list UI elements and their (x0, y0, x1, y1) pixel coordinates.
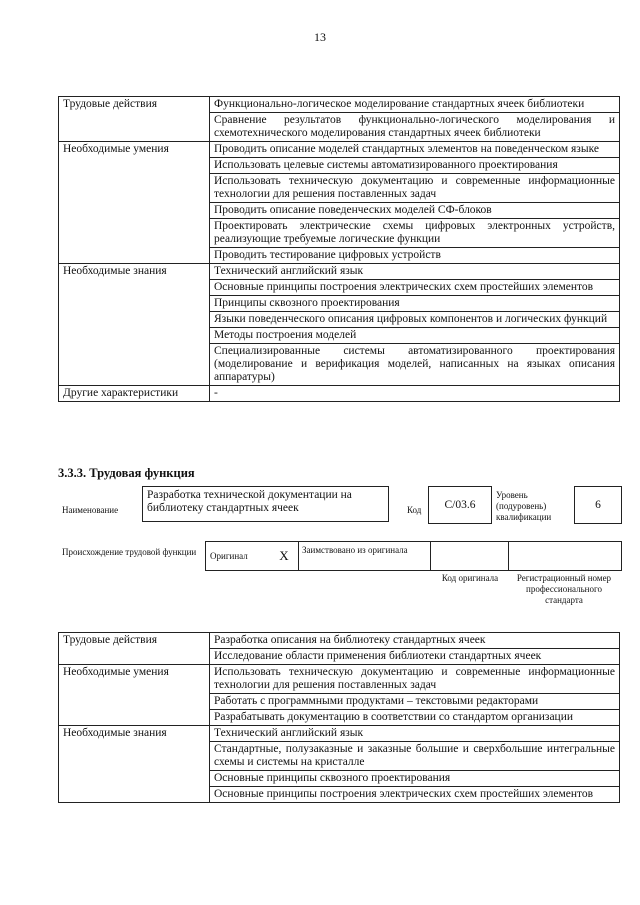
row-heading: Необходимые знания (59, 264, 210, 386)
code-value: C/03.6 (444, 498, 476, 511)
row-item: Проектировать электрические схемы цифровых электронных устройств, реализующие требуемые логические функции (210, 219, 620, 248)
row-item: Разрабатывать документацию в соответствии со стандартом организации (210, 710, 620, 726)
table-row (59, 665, 620, 694)
row-item: Проводить описание моделей стандартных элементов на поведенческом языке (210, 142, 620, 158)
name-label: Наименование (62, 505, 119, 515)
row-item: Работать с программными продуктами – текстовыми редакторами (210, 694, 620, 710)
code-original-label: Код оригинала (441, 573, 499, 583)
row-item: Исследование области применения библиотеки стандартных ячеек (210, 649, 620, 665)
origin-label: Происхождение трудовой функции (62, 547, 197, 557)
row-item: Специализированные системы автоматизированного проектирования (моделирование и верификация моделей, написанных на языках описания аппаратуры) (210, 344, 620, 386)
origin-row (205, 541, 622, 571)
row-item: Сравнение результатов функционально-логического моделирования и схемотехнического моделирования стандартных ячеек библиотеки (210, 113, 620, 142)
section-title: 3.3.3. Трудовая функция (58, 466, 195, 480)
level-value-box (574, 486, 622, 524)
row-item: Использовать техническую документацию и современные информационные технологии для решения поставленных задач (210, 665, 620, 694)
name-value-box (142, 486, 389, 522)
row-item: Методы построения моделей (210, 328, 620, 344)
page-number: 13 (314, 30, 326, 44)
row-item: Проводить тестирование цифровых устройств (210, 248, 620, 264)
row-heading: Трудовые действия (59, 97, 210, 142)
row-heading: Необходимые умения (59, 665, 210, 726)
row-item: Технический английский язык (210, 264, 620, 280)
row-item: Использовать целевые системы автоматизированного проектирования (210, 158, 620, 174)
code-label: Код (407, 505, 422, 515)
row-item: Основные принципы построения электрических схем простейших элементов (210, 787, 620, 803)
table-row (59, 386, 620, 402)
divider (430, 542, 431, 570)
row-heading: Трудовые действия (59, 633, 210, 665)
row-item: Основные принципы сквозного проектирования (210, 771, 620, 787)
table-row (59, 633, 620, 649)
level-label: Уровень (подуровень) квалификации (496, 490, 552, 522)
row-item: Принципы сквозного проектирования (210, 296, 620, 312)
table-row (59, 726, 620, 742)
original-label: Оригинал (210, 551, 248, 561)
requirements-table-1 (58, 96, 620, 402)
row-item: Разработка описания на библиотеку стандартных ячеек (210, 633, 620, 649)
row-item: Проводить описание поведенческих моделей СФ-блоков (210, 203, 620, 219)
row-item: Стандартные, полузаказные и заказные большие и сверхбольшие интегральные схемы и системы на кристалле (210, 742, 620, 771)
row-heading: Необходимые знания (59, 726, 210, 803)
original-mark: X (279, 548, 289, 563)
table-row (59, 264, 620, 280)
code-value-box (428, 486, 492, 524)
row-item: Использовать техническую документацию и современные информационные технологии для решения поставленных задач (210, 174, 620, 203)
row-item: Технический английский язык (210, 726, 620, 742)
row-item: - (210, 386, 620, 402)
row-item: Основные принципы построения электрических схем простейших элементов (210, 280, 620, 296)
divider (298, 542, 299, 570)
borrowed-label: Заимствовано из оригинала (302, 545, 408, 555)
level-value: 6 (595, 498, 601, 511)
row-item: Языки поведенческого описания цифровых компонентов и логических функций (210, 312, 620, 328)
row-heading: Другие характеристики (59, 386, 210, 402)
row-item: Функционально-логическое моделирование стандартных ячеек библиотеки (210, 97, 620, 113)
reg-number-label: Регистрационный номер профессионального стандарта (516, 573, 612, 605)
divider (508, 542, 509, 570)
table-row (59, 142, 620, 158)
row-heading: Необходимые умения (59, 142, 210, 264)
table-row (59, 97, 620, 113)
name-value: Разработка технической документации на библиотеку стандартных ячеек (147, 489, 352, 514)
requirements-table-2 (58, 632, 620, 803)
